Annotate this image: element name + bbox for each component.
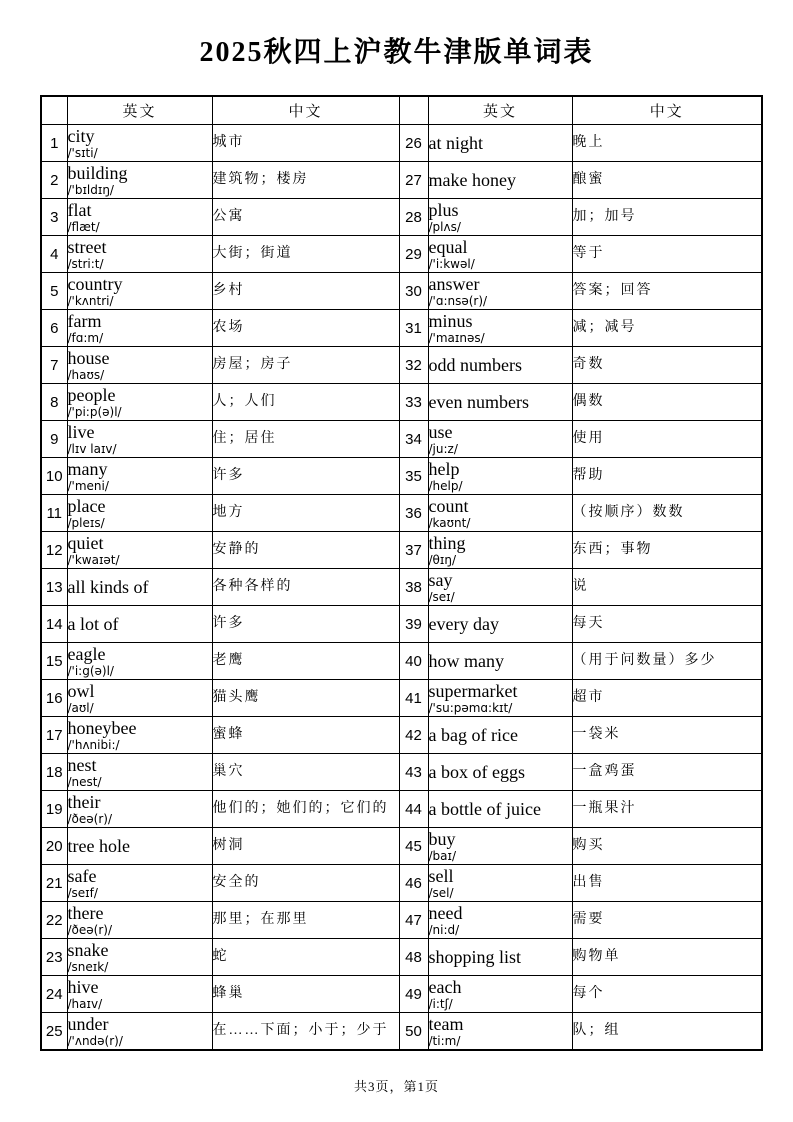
phonetic-transcription: /'kʌntri/ <box>67 293 114 308</box>
phonetic-transcription: /'sɪti/ <box>67 145 98 160</box>
entry-number: 11 <box>41 495 67 532</box>
entry-number: 26 <box>399 125 428 162</box>
english-word: house <box>67 347 110 368</box>
english-word: many <box>67 458 108 479</box>
table-row <box>41 902 762 939</box>
entry-number: 14 <box>41 606 67 643</box>
entry-number: 24 <box>41 976 67 1013</box>
table-row <box>41 199 762 236</box>
english-word: minus <box>428 310 473 331</box>
entry-number: 41 <box>399 680 428 717</box>
entry-english-cell <box>67 458 212 495</box>
entry-chinese-cell: （用于问数量）多少 <box>572 643 762 680</box>
entry-english-cell <box>67 828 212 865</box>
entry-number: 22 <box>41 902 67 939</box>
table-row <box>41 125 762 162</box>
phonetic-transcription: /'ʌndə(r)/ <box>67 1033 123 1048</box>
entry-chinese-cell: 购买 <box>572 828 762 865</box>
english-word: how many <box>428 650 504 671</box>
english-word: owl <box>67 680 95 701</box>
entry-chinese-cell: 一瓶果汁 <box>572 791 762 828</box>
english-word: hive <box>67 976 99 997</box>
table-row <box>41 421 762 458</box>
entry-number: 46 <box>399 865 428 902</box>
english-word: under <box>67 1013 109 1034</box>
entry-english-cell <box>428 754 572 791</box>
entry-english-cell <box>67 902 212 939</box>
entry-number: 5 <box>41 273 67 310</box>
entry-chinese-cell: 许多 <box>212 458 399 495</box>
entry-chinese-cell: 蜂巢 <box>212 976 399 1013</box>
entry-english-cell <box>67 976 212 1013</box>
entry-english-cell <box>428 347 572 384</box>
english-word: buy <box>428 828 456 849</box>
header-blank-right <box>399 96 428 125</box>
entry-number: 32 <box>399 347 428 384</box>
phonetic-transcription: /'kwaɪət/ <box>67 552 120 567</box>
phonetic-transcription: /aʊl/ <box>67 700 94 715</box>
phonetic-transcription: /'hʌnibi:/ <box>67 737 120 752</box>
entry-english-cell <box>428 976 572 1013</box>
phonetic-transcription: /pleɪs/ <box>67 515 105 530</box>
phonetic-transcription: /'maɪnəs/ <box>428 330 485 345</box>
english-word: need <box>428 902 463 923</box>
english-word: team <box>428 1013 464 1034</box>
entry-chinese-cell: 公寓 <box>212 199 399 236</box>
table-row <box>41 310 762 347</box>
entry-english-cell <box>428 162 572 199</box>
entry-chinese-cell: 一袋米 <box>572 717 762 754</box>
phonetic-transcription: /'ɑ:nsə(r)/ <box>428 293 488 308</box>
english-word: safe <box>67 865 97 886</box>
entry-chinese-cell: 需要 <box>572 902 762 939</box>
entry-number: 3 <box>41 199 67 236</box>
entry-number: 6 <box>41 310 67 347</box>
entry-chinese-cell: 城市 <box>212 125 399 162</box>
entry-number: 33 <box>399 384 428 421</box>
entry-english-cell <box>67 125 212 162</box>
entry-number: 43 <box>399 754 428 791</box>
entry-chinese-cell: 猫头鹰 <box>212 680 399 717</box>
english-word: their <box>67 791 101 812</box>
entry-english-cell <box>428 643 572 680</box>
english-word: building <box>67 162 128 183</box>
entry-number: 27 <box>399 162 428 199</box>
entry-chinese-cell: 晚上 <box>572 125 762 162</box>
phonetic-transcription: /stri:t/ <box>67 256 104 271</box>
entry-chinese-cell: 减；减号 <box>572 310 762 347</box>
entry-number: 13 <box>41 569 67 606</box>
entry-chinese-cell: 酿蜜 <box>572 162 762 199</box>
entry-number: 20 <box>41 828 67 865</box>
english-word: odd numbers <box>428 354 522 375</box>
entry-number: 35 <box>399 458 428 495</box>
entry-chinese-cell: 巢穴 <box>212 754 399 791</box>
entry-chinese-cell: 蜜蜂 <box>212 717 399 754</box>
entry-english-cell <box>67 199 212 236</box>
entry-english-cell <box>67 347 212 384</box>
phonetic-transcription: /fɑ:m/ <box>67 330 104 345</box>
entry-chinese-cell: 老鹰 <box>212 643 399 680</box>
entry-number: 2 <box>41 162 67 199</box>
english-word: use <box>428 421 453 442</box>
english-word: a bottle of juice <box>428 798 541 819</box>
entry-chinese-cell: 加；加号 <box>572 199 762 236</box>
entry-english-cell <box>428 236 572 273</box>
entry-english-cell <box>67 310 212 347</box>
table-row <box>41 347 762 384</box>
entry-chinese-cell: 安全的 <box>212 865 399 902</box>
entry-number: 9 <box>41 421 67 458</box>
phonetic-transcription: /seɪ/ <box>428 589 455 604</box>
english-word: plus <box>428 199 459 220</box>
entry-chinese-cell: 人；人们 <box>212 384 399 421</box>
table-row <box>41 273 762 310</box>
phonetic-transcription: /'bɪldɪŋ/ <box>67 182 114 197</box>
table-row <box>41 643 762 680</box>
table-row <box>41 976 762 1013</box>
english-word: a box of eggs <box>428 761 525 782</box>
english-word: nest <box>67 754 97 775</box>
entry-english-cell <box>67 236 212 273</box>
english-word: sell <box>428 865 454 886</box>
entry-english-cell <box>67 754 212 791</box>
page-title: 2025秋四上沪教牛津版单词表 <box>199 37 594 68</box>
table-row <box>41 532 762 569</box>
english-word: each <box>428 976 462 997</box>
entry-number: 16 <box>41 680 67 717</box>
entry-english-cell <box>67 532 212 569</box>
phonetic-transcription: /haʊs/ <box>67 367 105 382</box>
phonetic-transcription: /'meni/ <box>67 478 109 493</box>
table-row <box>41 569 762 606</box>
entry-english-cell <box>428 458 572 495</box>
entry-english-cell <box>428 310 572 347</box>
english-word: a bag of rice <box>428 724 518 745</box>
entry-chinese-cell: 奇数 <box>572 347 762 384</box>
entry-english-cell <box>428 791 572 828</box>
entry-english-cell <box>67 643 212 680</box>
entry-number: 23 <box>41 939 67 976</box>
entry-english-cell <box>428 865 572 902</box>
entry-chinese-cell: 答案；回答 <box>572 273 762 310</box>
phonetic-transcription: /'pi:p(ə)l/ <box>67 404 122 419</box>
entry-number: 30 <box>399 273 428 310</box>
header-blank-left <box>41 96 67 125</box>
english-word: equal <box>428 236 468 257</box>
entry-number: 37 <box>399 532 428 569</box>
entry-chinese-cell: 大街；街道 <box>212 236 399 273</box>
entry-chinese-cell: 建筑物；楼房 <box>212 162 399 199</box>
table-row <box>41 717 762 754</box>
entry-english-cell <box>67 162 212 199</box>
phonetic-transcription: /ðeə(r)/ <box>67 922 112 937</box>
entry-chinese-cell: 超市 <box>572 680 762 717</box>
english-word: count <box>428 495 469 516</box>
english-word: quiet <box>67 532 104 553</box>
entry-chinese-cell: 蛇 <box>212 939 399 976</box>
entry-english-cell <box>67 1013 212 1051</box>
phonetic-transcription: /θɪŋ/ <box>428 552 456 567</box>
english-word: help <box>428 458 460 479</box>
english-word: answer <box>428 273 480 294</box>
entry-number: 50 <box>399 1013 428 1051</box>
entry-english-cell <box>67 680 212 717</box>
entry-number: 49 <box>399 976 428 1013</box>
english-word: people <box>67 384 116 405</box>
english-word: supermarket <box>428 680 518 701</box>
english-word: say <box>428 569 453 590</box>
entry-number: 12 <box>41 532 67 569</box>
entry-number: 31 <box>399 310 428 347</box>
english-word: shopping list <box>428 946 522 967</box>
entry-chinese-cell: 购物单 <box>572 939 762 976</box>
entry-number: 8 <box>41 384 67 421</box>
entry-chinese-cell: 说 <box>572 569 762 606</box>
english-word: honeybee <box>67 717 137 738</box>
english-word: snake <box>67 939 109 960</box>
entry-english-cell <box>428 569 572 606</box>
table-row <box>41 791 762 828</box>
table-row <box>41 680 762 717</box>
entry-number: 10 <box>41 458 67 495</box>
header-chinese-right: 中文 <box>572 96 762 125</box>
entry-chinese-cell: 乡村 <box>212 273 399 310</box>
entry-chinese-cell: 各种各样的 <box>212 569 399 606</box>
entry-number: 39 <box>399 606 428 643</box>
english-word: flat <box>67 199 92 220</box>
entry-chinese-cell: 农场 <box>212 310 399 347</box>
entry-number: 1 <box>41 125 67 162</box>
entry-english-cell <box>428 495 572 532</box>
entry-number: 44 <box>399 791 428 828</box>
phonetic-transcription: /baɪ/ <box>428 848 457 863</box>
english-word: every day <box>428 613 499 634</box>
table-row <box>41 1013 762 1051</box>
entry-chinese-cell: 住；居住 <box>212 421 399 458</box>
english-word: there <box>67 902 104 923</box>
table-row <box>41 495 762 532</box>
entry-number: 15 <box>41 643 67 680</box>
phonetic-transcription: /ju:z/ <box>428 441 458 456</box>
entry-number: 25 <box>41 1013 67 1051</box>
entry-english-cell <box>67 717 212 754</box>
entry-chinese-cell: 房屋；房子 <box>212 347 399 384</box>
phonetic-transcription: /seɪf/ <box>67 885 98 900</box>
entry-english-cell <box>67 384 212 421</box>
english-word: thing <box>428 532 466 553</box>
entry-number: 21 <box>41 865 67 902</box>
phonetic-transcription: /'i:g(ə)l/ <box>67 663 114 678</box>
entry-english-cell <box>67 606 212 643</box>
phonetic-transcription: /ðeə(r)/ <box>67 811 112 826</box>
entry-english-cell <box>67 273 212 310</box>
entry-english-cell <box>428 273 572 310</box>
entry-number: 4 <box>41 236 67 273</box>
english-word: farm <box>67 310 102 331</box>
english-word: city <box>67 125 95 146</box>
entry-chinese-cell: 在……下面；小于；少于 <box>212 1013 399 1051</box>
entry-number: 34 <box>399 421 428 458</box>
entry-number: 47 <box>399 902 428 939</box>
english-word: even numbers <box>428 391 529 412</box>
header-english-right: 英文 <box>428 96 572 125</box>
phonetic-transcription: /ni:d/ <box>428 922 460 937</box>
phonetic-transcription: /haɪv/ <box>67 996 103 1011</box>
table-row <box>41 828 762 865</box>
entry-chinese-cell: 偶数 <box>572 384 762 421</box>
entry-number: 42 <box>399 717 428 754</box>
entry-english-cell <box>67 791 212 828</box>
entry-english-cell <box>428 606 572 643</box>
entry-english-cell <box>428 199 572 236</box>
entry-english-cell <box>428 384 572 421</box>
english-word: country <box>67 273 123 294</box>
entry-number: 17 <box>41 717 67 754</box>
english-word: all kinds of <box>67 576 149 597</box>
english-word: live <box>67 421 95 442</box>
phonetic-transcription: /'su:pəmɑ:kɪt/ <box>428 700 513 715</box>
entry-chinese-cell: 地方 <box>212 495 399 532</box>
entry-english-cell <box>67 421 212 458</box>
entry-chinese-cell: 那里；在那里 <box>212 902 399 939</box>
english-word: eagle <box>67 643 106 664</box>
phonetic-transcription: /sel/ <box>428 885 454 900</box>
entry-english-cell <box>428 421 572 458</box>
page-footer: 共3页，第1页 <box>353 1079 439 1094</box>
header-chinese-left: 中文 <box>212 96 399 125</box>
entry-english-cell <box>428 939 572 976</box>
entry-english-cell <box>428 680 572 717</box>
entry-english-cell <box>428 717 572 754</box>
entry-chinese-cell: 东西；事物 <box>572 532 762 569</box>
table-row <box>41 458 762 495</box>
entry-chinese-cell: 许多 <box>212 606 399 643</box>
entry-number: 29 <box>399 236 428 273</box>
entry-english-cell <box>428 1013 572 1051</box>
phonetic-transcription: /help/ <box>428 478 463 493</box>
phonetic-transcription: /sneɪk/ <box>67 959 109 974</box>
entry-number: 19 <box>41 791 67 828</box>
header-row <box>41 96 762 125</box>
table-row <box>41 939 762 976</box>
table-row <box>41 606 762 643</box>
english-word: tree hole <box>67 835 130 856</box>
entry-chinese-cell: 使用 <box>572 421 762 458</box>
entry-number: 38 <box>399 569 428 606</box>
entry-chinese-cell: 队；组 <box>572 1013 762 1051</box>
entry-chinese-cell: 一盒鸡蛋 <box>572 754 762 791</box>
entry-number: 36 <box>399 495 428 532</box>
entry-english-cell <box>67 495 212 532</box>
entry-english-cell <box>67 865 212 902</box>
english-word: place <box>67 495 106 516</box>
entry-number: 18 <box>41 754 67 791</box>
entry-english-cell <box>67 939 212 976</box>
header-english-left: 英文 <box>67 96 212 125</box>
table-row <box>41 236 762 273</box>
entry-english-cell <box>428 902 572 939</box>
table-row <box>41 162 762 199</box>
english-word: make honey <box>428 169 516 190</box>
entry-chinese-cell: 每个 <box>572 976 762 1013</box>
entry-chinese-cell: 等于 <box>572 236 762 273</box>
entry-chinese-cell: 帮助 <box>572 458 762 495</box>
phonetic-transcription: /flæt/ <box>67 219 100 234</box>
entry-number: 28 <box>399 199 428 236</box>
entry-number: 7 <box>41 347 67 384</box>
entry-number: 40 <box>399 643 428 680</box>
vocab-table <box>40 95 763 1051</box>
entry-english-cell <box>67 569 212 606</box>
entry-chinese-cell: 出售 <box>572 865 762 902</box>
phonetic-transcription: /ti:m/ <box>428 1033 461 1048</box>
phonetic-transcription: /kaʊnt/ <box>428 515 471 530</box>
phonetic-transcription: /lɪv laɪv/ <box>67 441 117 456</box>
table-row <box>41 865 762 902</box>
english-word: at night <box>428 132 483 153</box>
phonetic-transcription: /i:tʃ/ <box>428 996 453 1011</box>
entry-chinese-cell: 他们的；她们的；它们的 <box>212 791 399 828</box>
phonetic-transcription: /plʌs/ <box>428 219 461 234</box>
entry-chinese-cell: 安静的 <box>212 532 399 569</box>
entry-number: 48 <box>399 939 428 976</box>
entry-chinese-cell: 每天 <box>572 606 762 643</box>
entry-english-cell <box>428 532 572 569</box>
phonetic-transcription: /'i:kwəl/ <box>428 256 475 271</box>
entry-number: 45 <box>399 828 428 865</box>
entry-chinese-cell: 树洞 <box>212 828 399 865</box>
entry-english-cell <box>428 828 572 865</box>
phonetic-transcription: /nest/ <box>67 774 102 789</box>
english-word: street <box>67 236 107 257</box>
table-row <box>41 754 762 791</box>
english-word: a lot of <box>67 613 119 634</box>
entry-chinese-cell: （按顺序）数数 <box>572 495 762 532</box>
entry-english-cell <box>428 125 572 162</box>
table-row <box>41 384 762 421</box>
